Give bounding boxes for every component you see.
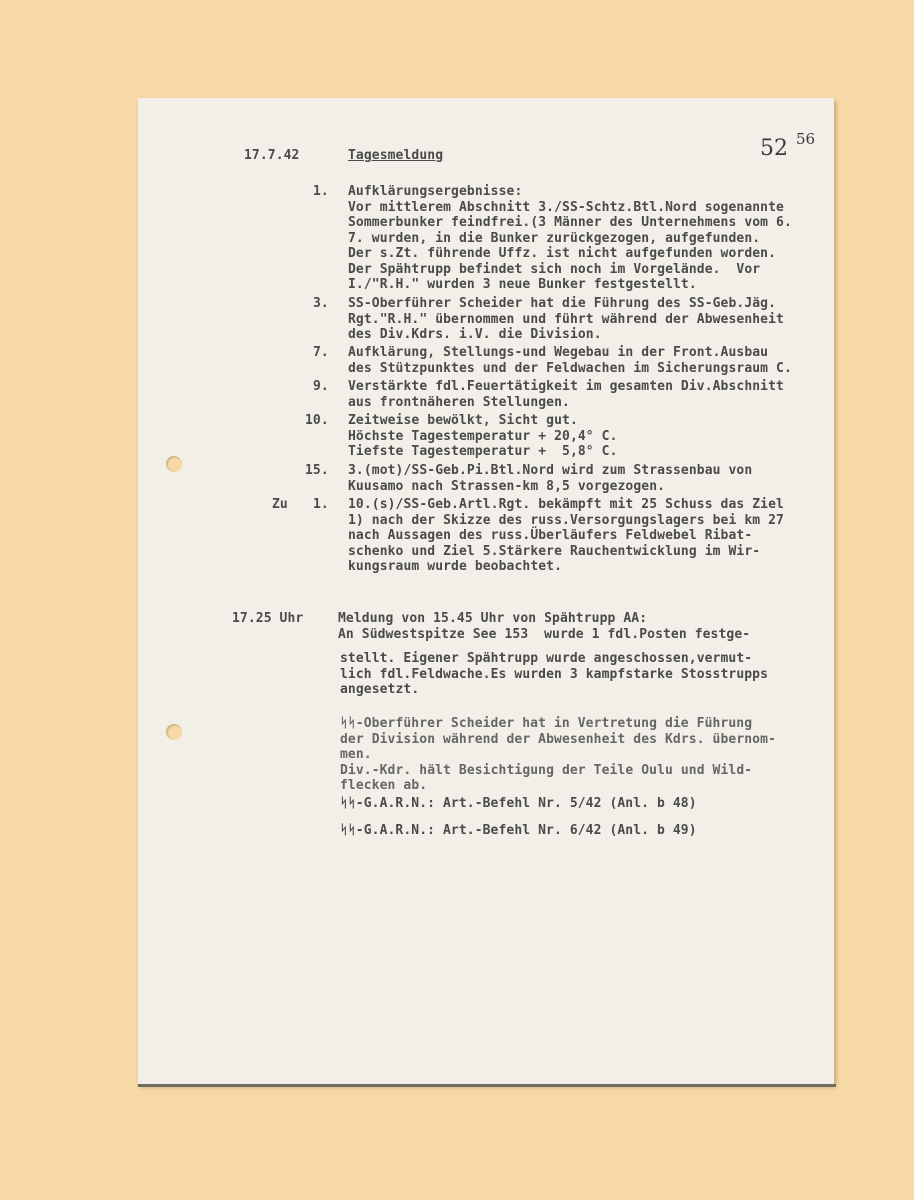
item-number: 1. [313,497,329,512]
item-line: nach Aussagen des russ.Überläufers Feldwebel Ribat- [348,528,753,543]
item-line: Verstärkte fdl.Feuertätigkeit im gesamten Div.Abschnitt [348,379,784,394]
item-line: schenko und Ziel 5.Stärkere Rauchentwicklung im Wir- [348,543,761,559]
item-number: 3. [313,296,329,311]
report-date: 17.7.42 [244,148,300,163]
item-line: I./"R.H." wurden 3 neue Bunker festgestellt. [348,277,697,292]
item-line: Zeitweise bewölkt, Sicht gut. [348,413,578,428]
punch-hole-bottom [166,724,182,740]
item-line: des Div.Kdrs. i.V. die Division. [348,327,602,342]
note-line: der Division während der Abwesenheit des Kdrs. übernom- [340,731,776,747]
item-line: Vor mittlerem Abschnitt 3./SS-Schtz.Btl.Nord sogenannte [348,199,784,215]
report-line: Meldung von 15.45 Uhr von Spähtrupp AA: [338,611,648,626]
note-line: ᛋᛋ-Oberführer Scheider hat in Vertretung die Führung [340,716,753,731]
punch-hole-top [166,456,182,472]
item-number: 10. [305,413,329,428]
item-line: SS-Oberführer Scheider hat die Führung des SS-Geb.Jäg. [348,296,777,311]
item-line: aus frontnäheren Stellungen. [348,394,570,410]
item-line: 10.(s)/SS-Geb.Artl.Rgt. bekämpft mit 25 Schuss das Ziel [348,497,784,512]
item-line: Höchste Tagestemperatur + 20,4° C. [348,428,618,444]
report-line: An Südwestspitze See 153 wurde 1 fdl.Posten festge- [338,627,751,642]
item-prefix: Zu [272,497,288,512]
note-line: Div.-Kdr. hält Besichtigung der Teile Oulu und Wild- [340,762,753,778]
item-line: Der Spähtrupp befindet sich noch im Vorgelände. Vor [348,261,761,277]
report-line: stellt. Eigener Spähtrupp wurde angeschossen,vermut- [340,651,753,666]
item-line: Tiefste Tagestemperatur + 5,8° C. [348,444,618,459]
item-number: 1. [313,184,329,199]
item-number: 15. [305,463,329,478]
item-line: 3.(mot)/SS-Geb.Pi.Btl.Nord wird zum Strassenbau von [348,463,753,478]
item-number: 7. [313,345,329,360]
page-number-superscript: 56 [796,130,816,148]
note-line: flecken ab. [340,778,428,793]
note-line: men. [340,747,372,762]
artillery-order-1: ᛋᛋ-G.A.R.N.: Art.-Befehl Nr. 5/42 (Anl. b 48) [340,796,697,811]
report-line: angesetzt. [340,682,420,697]
item-line: Kuusamo nach Strassen-km 8,5 vorgezogen. [348,478,666,494]
report-time: 17.25 Uhr [232,611,304,626]
item-line: kungsraum wurde beobachtet. [348,559,563,574]
item-line: Der s.Zt. führende Uffz. ist nicht aufgefunden worden. [348,246,777,261]
item-line: Rgt."R.H." übernommen und führt während der Abwesenheit [348,311,784,327]
page-number: 52 [760,136,788,161]
item-line: 1) nach der Skizze des russ.Versorgungslagers bei km 27 [348,512,784,528]
item-line: 7. wurden, in die Bunker zurückgezogen, aufgefunden. [348,230,761,246]
item-number: 9. [313,379,329,394]
report-title: Tagesmeldung [348,148,444,163]
item-line: Sommerbunker feindfrei.(3 Männer des Unternehmens vom 6. [348,215,792,230]
item-line: Aufklärungsergebnisse: [348,184,523,199]
artillery-order-2: ᛋᛋ-G.A.R.N.: Art.-Befehl Nr. 6/42 (Anl. b 49) [340,823,697,838]
item-line: Aufklärung, Stellungs-und Wegebau in der Front.Ausbau [348,345,769,360]
report-line: lich fdl.Feldwache.Es wurden 3 kampfstarke Stosstrupps [340,666,769,682]
item-line: des Stützpunktes und der Feldwachen im Sicherungsraum C. [348,360,792,376]
